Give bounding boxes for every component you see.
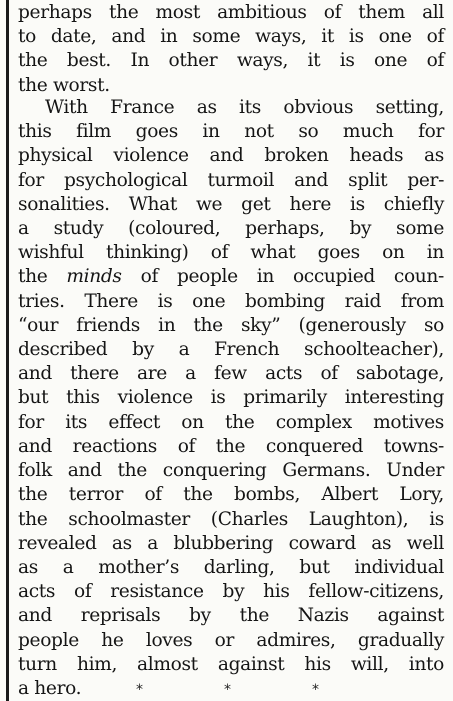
section-separator <box>0 680 453 701</box>
asterisk-icon: * <box>224 682 231 698</box>
text-line: the terror of the bombs, Albert Lory, <box>18 484 444 506</box>
text-line: With France as its obvious setting, <box>45 96 444 118</box>
text-line: for its effect on the complex motives <box>18 411 444 433</box>
text-line: tries. There is one bombing raid from <box>18 290 444 312</box>
text-line: folk and the conquering Germans. Under <box>18 460 444 482</box>
text-line: but this violence is primarily interesting <box>18 387 444 409</box>
text-line: “our friends in the sky” (generously so <box>18 314 444 336</box>
text-line: turn him, almost against his will, into <box>18 653 444 675</box>
column-rule <box>6 0 9 701</box>
text-line: people he loves or admires, gradually <box>18 629 444 651</box>
text-line: and there are a few acts of sabotage, <box>18 363 444 385</box>
text-line: described by a French schoolteacher), <box>18 339 444 361</box>
text-line: physical violence and broken heads as <box>18 145 444 167</box>
text-line: revealed as a blubbering coward as well <box>18 532 444 554</box>
text-line: acts of resistance by his fellow-citizens, <box>18 581 444 603</box>
asterisk-icon: * <box>312 682 319 698</box>
asterisk-icon: * <box>136 682 143 698</box>
text-line: a hero. <box>18 678 82 699</box>
text-line: the worst. <box>18 74 110 96</box>
text-line: wishful thinking) of what goes on in <box>18 242 444 264</box>
text-line: sonalities. What we get here is chiefly <box>18 193 444 215</box>
text-line: the schoolmaster (Charles Laughton), is <box>18 508 444 530</box>
text-line: for psychological turmoil and split per- <box>18 169 444 191</box>
text-line: this film goes in not so much for <box>18 121 444 143</box>
text-line: to date, and in some ways, it is one of <box>18 26 444 48</box>
text-line: perhaps the most ambitious of them all <box>18 2 444 23</box>
text-line: the minds of people in occupied coun- <box>18 266 444 288</box>
text-line: and reactions of the conquered towns- <box>18 435 444 457</box>
text-line: a study (coloured, perhaps, by some <box>18 217 444 239</box>
text-line: the best. In other ways, it is one of <box>18 50 444 72</box>
text-line: as a mother’s darling, but individual <box>18 556 444 578</box>
text-line: and reprisals by the Nazis against <box>18 605 444 627</box>
